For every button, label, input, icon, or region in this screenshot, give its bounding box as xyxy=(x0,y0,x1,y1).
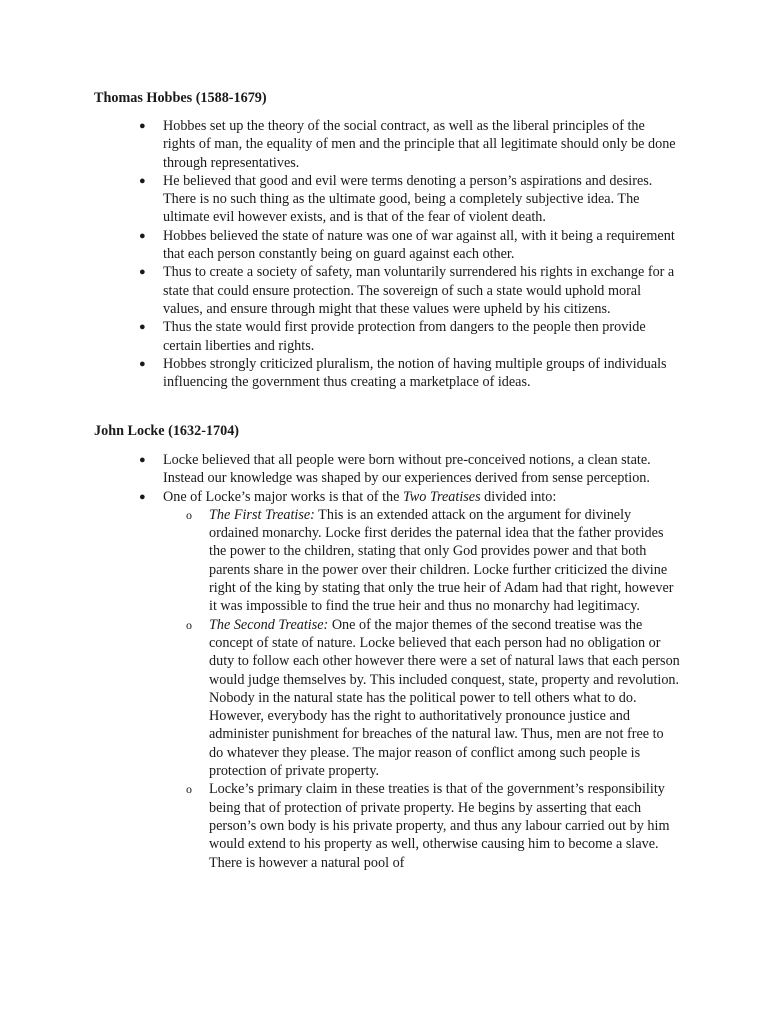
bullet-marker: ● xyxy=(139,321,146,334)
bullet-text: Thus to create a society of safety, man voluntarily surrendered his rights in exchange for a state that could ensure protection. The sovereign of such a state would uphold moral values, and ensure through might that these values were upheld by his citizens. xyxy=(163,264,675,317)
bullet-text: Hobbes believed the state of nature was one of war against all, with it being a requirement that each person constantly being on guard against each other. xyxy=(163,227,675,263)
sub-item-text: Locke’s primary claim in these treaties is that of the government’s responsibility being that of protection of private property. He begins by asserting that each person’s own body is his private property, and thus any labour carried out by him would extend to his property as well, otherwise causing him to become a slave. There is however a natural pool of xyxy=(209,781,670,871)
bullet-marker: ● xyxy=(139,229,146,242)
bullet-text-pre: One of Locke’s major works is that of the xyxy=(163,488,403,505)
list-item xyxy=(0,318,680,355)
sub-list-item xyxy=(163,506,680,616)
list-item xyxy=(0,227,680,264)
list-item xyxy=(0,117,680,172)
work-title: Two Treatises xyxy=(402,488,481,505)
bullet-marker: ● xyxy=(139,266,146,279)
sub-bullet-marker: o xyxy=(186,507,192,522)
bullet-text: Hobbes strongly criticized pluralism, the notion of having multiple groups of individuals influencing the government thus creating a marketplace of ideas. xyxy=(163,355,667,391)
bullet-marker: ● xyxy=(139,174,146,187)
bullet-text: He believed that good and evil were terms denoting a person’s aspirations and desires. There is no such thing as the ultimate good, being a completely subjective idea. The ultimate evil however exists, and is that of the fear of violent death. xyxy=(163,172,653,226)
bullet-marker: ● xyxy=(139,357,146,370)
list-item xyxy=(0,355,680,392)
list-item xyxy=(0,488,680,872)
sub-list-item xyxy=(163,616,680,781)
locke-bullet-list xyxy=(0,451,680,872)
sub-item-text: One of the major themes of the second treatise was the concept of state of nature. Locke believed that each person had no obligation or duty to follow each other however there were a set of natural laws that each person would judge themselves by. This included conquest, state, property and revolution. Nobody in the natural state has the political power to tell others what to do. However, everybody has the right to authoritatively pronounce justice and administer punishment for breaches of the natural law. Thus, men are not free to do whatever they please. The major reason of conflict among such people is protection of private property. xyxy=(209,616,680,780)
bullet-text: Thus the state would first provide protection from dangers to the people then provide certain liberties and rights. xyxy=(163,319,646,354)
hobbes-bullet-list xyxy=(0,117,680,391)
treatises-sub-list xyxy=(163,506,680,872)
list-item xyxy=(0,451,680,488)
sub-item-title: The First Treatise: xyxy=(209,506,315,523)
sub-list-item xyxy=(163,780,680,871)
bullet-text: Hobbes set up the theory of the social contract, as well as the liberal principles of the rights of man, the equality of men and the principle that all legitimate should only be done through representatives. xyxy=(163,118,676,171)
bullet-marker: ● xyxy=(139,454,146,466)
bullet-text: Locke believed that all people were born without pre-conceived notions, a clean state. Instead our knowledge was shaped by our experiences derived from sense perception. xyxy=(163,452,651,487)
bullet-marker: ● xyxy=(139,490,146,503)
sub-item-title: The Second Treatise: xyxy=(209,616,329,633)
list-item xyxy=(0,263,680,318)
bullet-text-post: divided into: xyxy=(480,488,557,505)
bullet-marker: ● xyxy=(139,120,146,132)
sub-item-text: This is an extended attack on the argument for divinely ordained monarchy. Locke first derides the paternal idea that the father provides the power to the children, stating that only God provides power and that both parents share in the power over their children. Locke further criticized the divine right of the king by stating that only the true heir of Adam had that right, however it was impossible to find the true heir and thus no monarchy had legitimacy. xyxy=(209,506,674,615)
sub-bullet-marker: o xyxy=(186,617,192,632)
sub-bullet-marker: o xyxy=(186,782,192,797)
list-item xyxy=(0,172,680,227)
section-heading-hobbes: Thomas Hobbes (1588-1679) xyxy=(94,90,267,106)
section-heading-locke: John Locke (1632-1704) xyxy=(94,423,240,439)
